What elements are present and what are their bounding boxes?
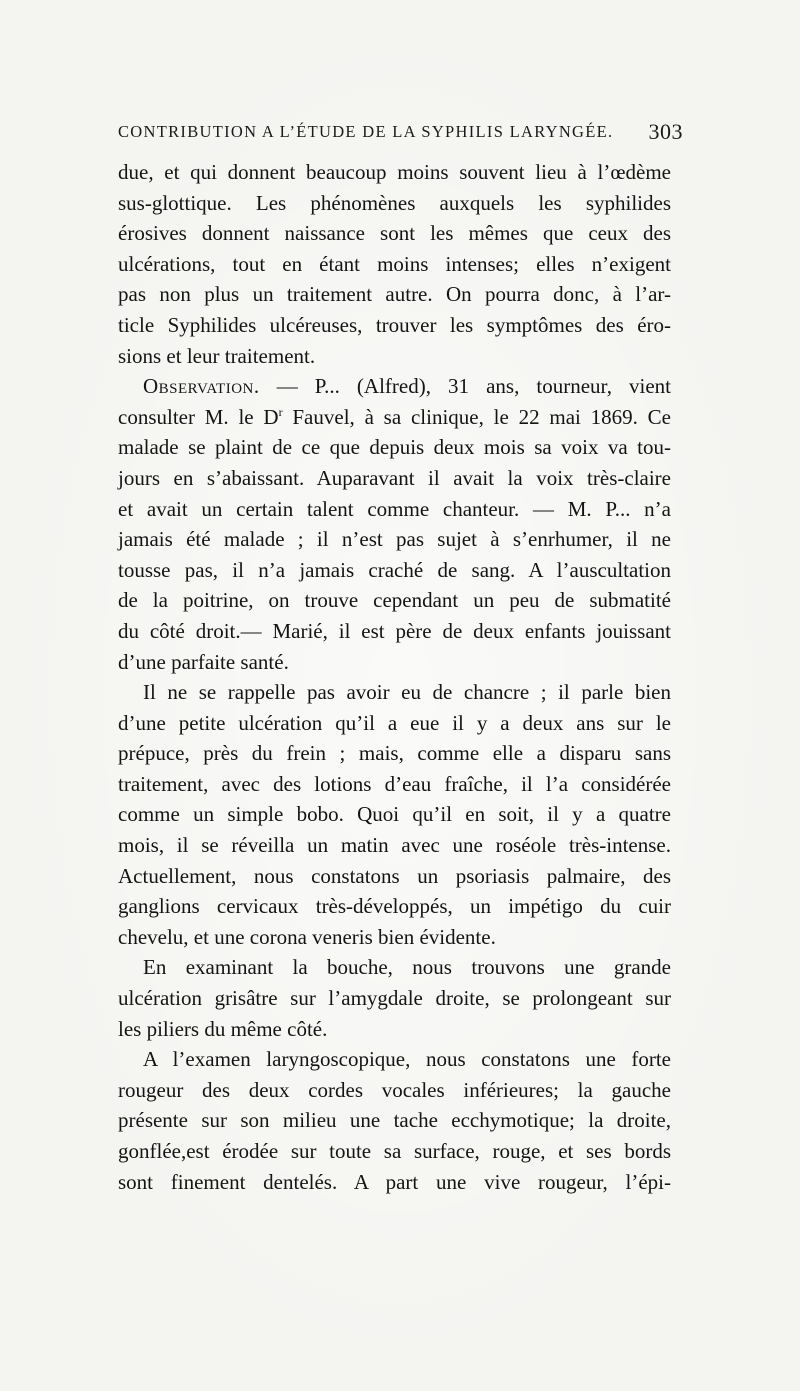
- text-line: jours en s’abaissant. Auparavant il avait la voix très-claire: [118, 465, 671, 490]
- page-number: 303: [648, 119, 683, 144]
- text-line: due, et qui donnent beaucoup moins souvent lieu à l’œdème: [118, 160, 671, 184]
- text-line: gonflée,est érodée sur toute sa surface, rouge, et ses bords: [118, 1139, 671, 1163]
- text-line: mois, il se réveilla un matin avec une roséole très-intense.: [118, 833, 671, 858]
- text-line: ganglions cervicaux très-développés, un impétigo du cuir: [118, 894, 671, 919]
- doctor-text-end: Fauvel, à sa clinique, le 22 mai 1869. Ce: [292, 404, 671, 429]
- observation-text: — P... (Alfred), 31 ans, tourneur, vient: [276, 374, 671, 399]
- text-line: d’une petite ulcération qu’il a eue il y a deux ans sur le: [118, 710, 671, 735]
- text-line: En examinant la bouche, nous trouvons une grande: [143, 955, 671, 980]
- text-line: érosives donnent naissance sont les mêmes que ceux des: [118, 221, 671, 246]
- doctor-superscript: r: [278, 404, 283, 419]
- text-line: A l’examen laryngoscopique, nous constatons une forte: [143, 1047, 671, 1072]
- text-line: du côté droit.— Marié, il est père de deux enfants jouissant: [118, 618, 671, 643]
- text-line: sions et leur traitement.: [118, 343, 316, 368]
- text-line: tousse pas, il n’a jamais craché de sang. A l’auscultation: [118, 557, 671, 582]
- text-line: Il ne se rappelle pas avoir eu de chancre ; il parle bien: [143, 680, 671, 705]
- observation-label: Observation.: [143, 374, 260, 399]
- text-line: de la poitrine, on trouve cependant un peu de submatité: [118, 588, 671, 613]
- text-line: prépuce, près du frein ; mais, comme elle a disparu sans: [118, 741, 671, 766]
- text-line: comme un simple bobo. Quoi qu’il en soit, il y a quatre: [118, 802, 671, 827]
- observation-line: [118, 371, 671, 402]
- text-line: ulcérations, tout en étant moins intenses; elles n’exigent: [118, 251, 671, 276]
- doctor-line: [118, 402, 671, 433]
- text-line: pas non plus un traitement autre. On pourra donc, à l’ar-: [118, 282, 671, 307]
- text-line: présente sur son milieu une tache ecchymotique; la droite,: [118, 1108, 671, 1133]
- text-line: sont finement dentelés. A part une vive rougeur, l’épi-: [118, 1169, 671, 1194]
- text-line: malade se plaint de ce que depuis deux mois sa voix va tou-: [118, 435, 671, 460]
- text-line: d’une parfaite santé.: [118, 649, 289, 674]
- text-line: ulcération grisâtre sur l’amygdale droite, se prolongeant sur: [118, 986, 671, 1011]
- text-line: traitement, avec des lotions d’eau fraîche, il l’a considérée: [118, 771, 671, 796]
- text-line: chevelu, et une corona veneris bien évidente.: [118, 924, 496, 949]
- doctor-text-start: consulter M. le D: [118, 404, 279, 429]
- text-line: Actuellement, nous constatons un psoriasis palmaire, des: [118, 863, 671, 888]
- body-text: [118, 157, 671, 1197]
- text-line: et avait un certain talent comme chanteur. — M. P... n’a: [118, 496, 671, 521]
- running-title: CONTRIBUTION A L’ÉTUDE DE LA SYPHILIS LARYNGÉE.: [118, 122, 614, 141]
- text-line: sus-glottique. Les phénomènes auxquels les syphilides: [118, 190, 671, 215]
- page-header: [118, 119, 683, 152]
- text-line: jamais été malade ; il n’est pas sujet à s’enrhumer, il ne: [118, 527, 671, 552]
- text-line: rougeur des deux cordes vocales inférieures; la gauche: [118, 1077, 671, 1102]
- text-line: les piliers du même côté.: [118, 1016, 328, 1041]
- text-line: ticle Syphilides ulcéreuses, trouver les symptômes des éro-: [118, 312, 671, 337]
